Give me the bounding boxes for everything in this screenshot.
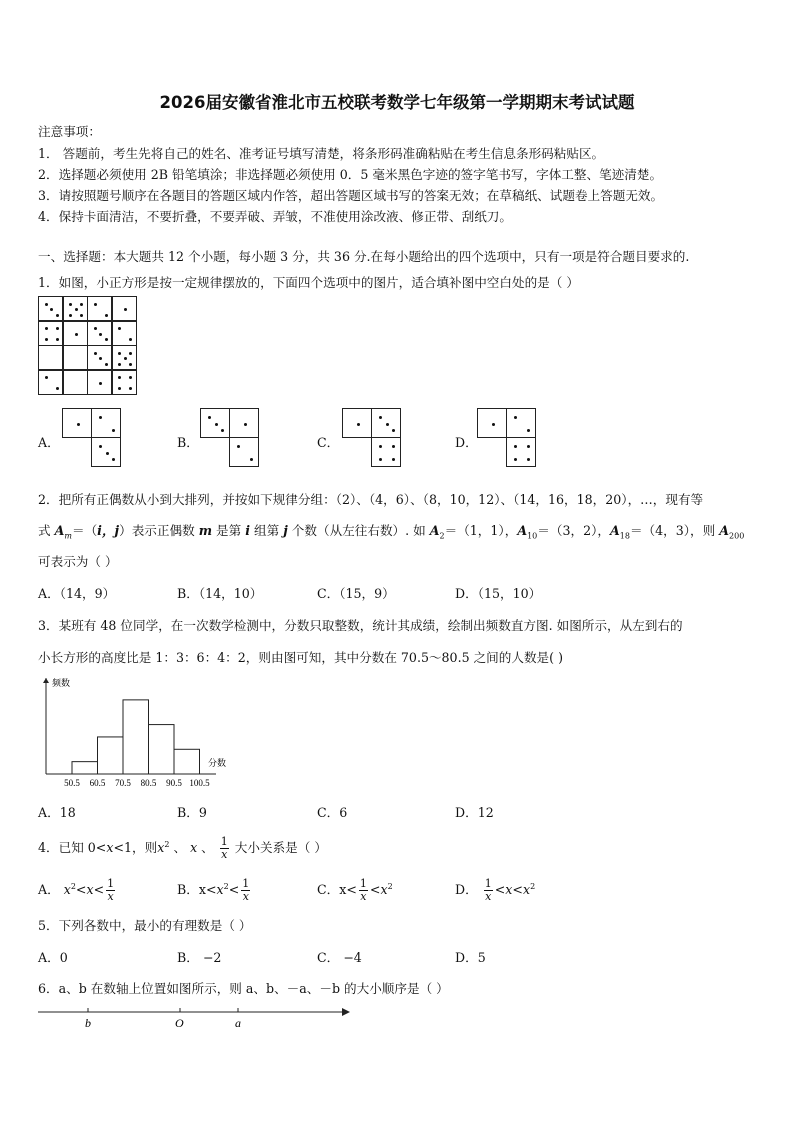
pattern-cell xyxy=(506,408,536,438)
question-6-stem: 6．a、b 在数轴上位置如图所示，则 a、b、－a、－b 的大小顺序是（ ） xyxy=(38,981,449,996)
q3-option-d[interactable]: D．12 xyxy=(455,805,494,820)
q3-option-b[interactable]: B．9 xyxy=(177,805,207,820)
pattern-cell xyxy=(229,437,259,467)
pattern-dot xyxy=(129,363,132,366)
pattern-dot xyxy=(50,308,53,311)
q2-option-c[interactable]: C．（15，9） xyxy=(317,586,395,601)
x-tick-label: 80.5 xyxy=(140,778,157,788)
pattern-dot xyxy=(69,303,72,306)
pattern-dot xyxy=(75,333,78,336)
pattern-dot xyxy=(94,352,97,355)
q4-option-d[interactable]: D． $\frac{1}{x}$ $<x<x^2$ xyxy=(455,877,536,904)
pattern-cell xyxy=(63,296,88,321)
page-title: 2026届安徽省淮北市五校联考数学七年级第一学期期末考试试题 xyxy=(159,93,635,112)
pattern-dot xyxy=(94,303,97,306)
x-tick-label: 90.5 xyxy=(166,778,182,788)
histogram-bar xyxy=(72,762,98,774)
notice-item: 4．保持卡面清洁，不要折叠，不要弄破、弄皱，不准使用涂改液、修正带、刮纸刀。 xyxy=(38,209,512,224)
pattern-dot xyxy=(379,458,382,461)
q4-option-b[interactable]: B．$x<x^2<$ $\frac{1}{x}$ xyxy=(177,877,250,904)
q5-option-a[interactable]: A．0 xyxy=(38,950,68,965)
pattern-cell xyxy=(38,345,63,370)
pattern-cell xyxy=(38,370,63,395)
pattern-cell xyxy=(506,437,536,467)
pattern-cell xyxy=(62,408,92,438)
pattern-dot xyxy=(514,416,517,419)
pattern-dot xyxy=(45,303,48,306)
notice-item: 2．选择题必须使用 2B 铅笔填涂；非选择题必须使用 0．5 毫米黑色字迹的签字笔书写，字体工整、笔迹清楚。 xyxy=(38,167,663,182)
q4-option-c[interactable]: C．x< $\frac{1}{x}$ $<x^2$ xyxy=(317,877,393,904)
notice-heading: 注意事项： xyxy=(38,124,101,139)
pattern-cell xyxy=(371,408,401,438)
pattern-cell xyxy=(112,296,137,321)
q1-option-a-label: A． xyxy=(38,435,60,450)
pattern-cell xyxy=(38,296,63,321)
question-2-line2: 式 $A_m=(i$，j）表示正偶数 m 是第 i 组第 j 个数（从左往右数）. 如 $A_2=(1$，1），$A_{10}=(3$，2），$A_{18}=(4$，3），则 $A_{200}$ xyxy=(38,523,745,541)
pattern-dot xyxy=(215,423,218,426)
pattern-dot xyxy=(45,338,48,341)
axis-label-o: O xyxy=(175,1016,184,1030)
pattern-dot xyxy=(118,363,121,366)
pattern-cell xyxy=(229,408,259,438)
pattern-cell xyxy=(87,370,112,395)
histogram-bar xyxy=(149,725,175,774)
pattern-dot xyxy=(99,357,102,360)
q1-option-b-figure[interactable] xyxy=(200,408,262,468)
question-3-line1: 3．某班有 48 位同学，在一次数学检测中，分数只取整数，统计其成绩，绘制出频数直方图. 如图所示，从左到右的 xyxy=(38,618,683,633)
pattern-dot xyxy=(80,314,83,317)
pattern-dot xyxy=(99,416,102,419)
pattern-dot xyxy=(392,458,395,461)
pattern-dot xyxy=(379,445,382,448)
pattern-cell xyxy=(87,321,112,346)
pattern-cell xyxy=(112,321,137,346)
pattern-dot xyxy=(75,308,78,311)
axis-label-b: b xyxy=(85,1016,91,1030)
pattern-dot xyxy=(56,327,59,330)
pattern-dot xyxy=(56,338,59,341)
pattern-dot xyxy=(45,327,48,330)
pattern-cell xyxy=(91,437,121,467)
pattern-dot xyxy=(208,416,211,419)
pattern-cell xyxy=(87,296,112,321)
question-4-stem: 4．已知 0<x<1，则$x^2$ 、 x 、 $\frac{1}{x}$ 大小关系是（ ） xyxy=(38,835,327,862)
pattern-dot xyxy=(99,333,102,336)
q1-option-d-label: D． xyxy=(455,435,478,450)
histogram-bar xyxy=(123,700,149,774)
question-5-stem: 5．下列各数中，最小的有理数是（ ） xyxy=(38,918,252,933)
histogram-bar xyxy=(98,737,124,774)
q2-option-d[interactable]: D．（15，10） xyxy=(455,586,542,601)
pattern-dot xyxy=(124,357,127,360)
q3-option-c[interactable]: C．6 xyxy=(317,805,348,820)
pattern-dot xyxy=(99,445,102,448)
pattern-dot xyxy=(221,429,224,432)
pattern-dot xyxy=(514,458,517,461)
pattern-dot xyxy=(105,314,108,317)
pattern-cell xyxy=(200,408,230,438)
pattern-dot xyxy=(386,423,389,426)
pattern-dot xyxy=(45,376,48,379)
pattern-cell xyxy=(63,321,88,346)
pattern-dot xyxy=(118,352,121,355)
pattern-dot xyxy=(56,387,59,390)
histogram-bar xyxy=(174,749,200,774)
pattern-cell xyxy=(342,408,372,438)
pattern-cell xyxy=(477,408,507,438)
x-tick-label: 70.5 xyxy=(115,778,131,788)
pattern-dot xyxy=(129,376,132,379)
q1-option-b-label: B． xyxy=(177,435,199,450)
pattern-dot xyxy=(69,314,72,317)
pattern-cell xyxy=(112,345,137,370)
pattern-dot xyxy=(77,423,80,426)
pattern-cell xyxy=(91,408,121,438)
pattern-dot xyxy=(244,423,247,426)
pattern-dot xyxy=(250,458,253,461)
q5-option-d[interactable]: D．5 xyxy=(455,950,486,965)
pattern-dot xyxy=(527,429,530,432)
q2-option-a[interactable]: A．（14，9） xyxy=(38,586,116,601)
pattern-dot xyxy=(99,382,102,385)
pattern-dot xyxy=(112,458,115,461)
q1-pattern-grid xyxy=(38,296,138,396)
pattern-dot xyxy=(379,416,382,419)
x-axis-label: 分数 xyxy=(208,759,227,769)
pattern-dot xyxy=(118,387,121,390)
pattern-dot xyxy=(514,445,517,448)
y-axis-label: 频数 xyxy=(52,679,71,689)
q1-option-a-figure[interactable] xyxy=(62,408,124,468)
q5-option-b[interactable]: B． −2 xyxy=(177,950,222,965)
pattern-dot xyxy=(105,338,108,341)
q1-option-c-figure[interactable] xyxy=(342,408,404,468)
pattern-dot xyxy=(129,338,132,341)
x-tick-label: 100.5 xyxy=(189,778,210,788)
arrow-icon xyxy=(342,1008,350,1016)
question-2-line1: 2．把所有正偶数从小到大排列，并按如下规律分组：（2）、（4，6）、（8，10，12）、（14，16，18，20），…，现有等 xyxy=(38,492,704,507)
x-tick-label: 50.5 xyxy=(64,778,80,788)
pattern-cell xyxy=(112,370,137,395)
pattern-dot xyxy=(129,387,132,390)
q5-option-c[interactable]: C． −4 xyxy=(317,950,362,965)
x-tick-label: 60.5 xyxy=(89,778,106,788)
pattern-cell xyxy=(63,345,88,370)
pattern-dot xyxy=(94,327,97,330)
pattern-dot xyxy=(124,308,127,311)
q1-option-c-label: C． xyxy=(317,435,340,450)
axis-label-a: a xyxy=(235,1016,241,1030)
notice-item: 1． 答题前，考生先将自己的姓名、准考证号填写清楚，将条形码准确粘贴在考生信息条形码粘贴区。 xyxy=(38,146,605,161)
pattern-cell xyxy=(38,321,63,346)
pattern-dot xyxy=(129,352,132,355)
frequency-histogram xyxy=(30,672,227,792)
pattern-dot xyxy=(527,445,530,448)
q3-option-a[interactable]: A．18 xyxy=(38,805,76,820)
pattern-cell xyxy=(63,370,88,395)
pattern-cell xyxy=(87,345,112,370)
number-line xyxy=(36,1002,356,1032)
pattern-dot xyxy=(118,327,121,330)
pattern-dot xyxy=(492,423,495,426)
pattern-dot xyxy=(392,429,395,432)
pattern-dot xyxy=(80,303,83,306)
pattern-dot xyxy=(106,452,109,455)
pattern-cell xyxy=(371,437,401,467)
q1-option-d-figure[interactable] xyxy=(477,408,539,468)
pattern-dot xyxy=(357,423,360,426)
y-axis-arrow-icon xyxy=(43,678,49,683)
pattern-dot xyxy=(527,458,530,461)
question-2-line3: 可表示为（ ） xyxy=(38,554,118,569)
section-heading: 一、选择题：本大题共 12 个小题，每小题 3 分，共 36 分.在每小题给出的四个选项中，只有一项是符合题目要求的. xyxy=(38,249,690,264)
pattern-dot xyxy=(56,314,59,317)
q4-option-a[interactable]: A． $x^2<x<$ $\frac{1}{x}$ xyxy=(38,877,115,904)
question-3-line2: 小长方形的高度比是 1：3：6：4：2，则由图可知，其中分数在 70.5～80.5 之间的人数是( ) xyxy=(38,650,563,665)
pattern-dot xyxy=(118,376,121,379)
pattern-dot xyxy=(392,445,395,448)
pattern-dot xyxy=(105,363,108,366)
q2-option-b[interactable]: B．（14，10） xyxy=(177,586,263,601)
pattern-dot xyxy=(237,445,240,448)
pattern-dot xyxy=(112,429,115,432)
notice-item: 3．请按照题号顺序在各题目的答题区域内作答，超出答题区域书写的答案无效；在草稿纸、试题卷上答题无效。 xyxy=(38,188,664,203)
question-1-stem: 1．如图，小正方形是按一定规律摆放的，下面四个选项中的图片，适合填补图中空白处的是（ ） xyxy=(38,275,579,290)
